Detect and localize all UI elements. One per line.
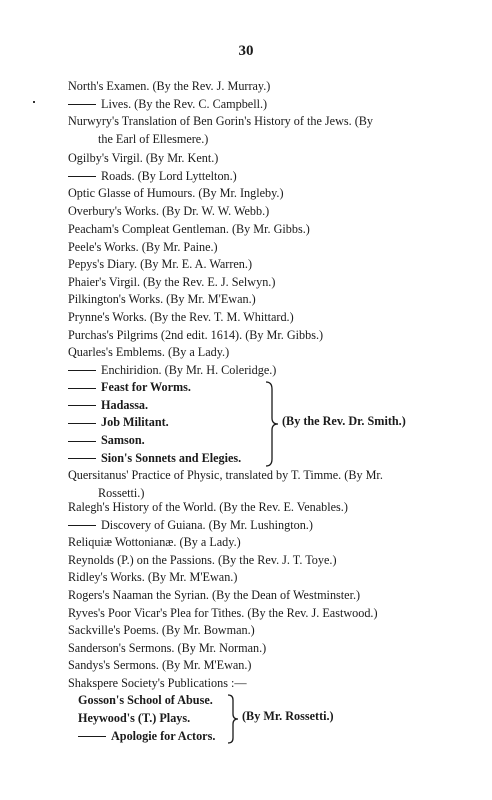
index-entry: Peele's Works. (By Mr. Paine.) bbox=[68, 239, 218, 254]
index-entry: Prynne's Works. (By the Rev. T. M. Whittard.) bbox=[68, 309, 294, 324]
ditto-dash bbox=[68, 388, 96, 389]
index-entry: Quarles's Emblems. (By a Lady.) bbox=[68, 345, 230, 359]
curly-brace-icon bbox=[264, 381, 280, 467]
index-entry: Samson. bbox=[68, 432, 440, 450]
index-entry-continuation: Rossetti.) bbox=[98, 485, 145, 500]
braced-attribution: (By the Rev. Dr. Smith.) bbox=[282, 414, 406, 429]
index-entry: Reynolds (P.) on the Passions. (By the Rev. J. T. Toye.) bbox=[68, 552, 337, 567]
ditto-dash bbox=[68, 176, 96, 177]
index-entry: Roads. (By Lord Lyttelton.) bbox=[68, 168, 440, 186]
index-group-r bbox=[68, 499, 440, 622]
index-entry: Ogilby's Virgil. (By Mr. Kent.) bbox=[68, 151, 219, 165]
index-entry: Enchiridion. (By Mr. H. Coleridge.) bbox=[68, 362, 440, 380]
index-entry-continuation: the Earl of Ellesmere.) bbox=[98, 131, 209, 146]
index-entry: Ryves's Poor Vicar's Plea for Tithes. (By the Rev. J. Eastwood.) bbox=[68, 605, 378, 620]
index-entry: Sandys's Sermons. (By Mr. M'Ewan.) bbox=[68, 658, 252, 673]
stray-mark bbox=[33, 101, 35, 103]
ditto-dash bbox=[68, 441, 96, 442]
ditto-dash bbox=[68, 525, 96, 526]
index-entry: Ralegh's History of the World. (By the Rev. E. Venables.) bbox=[68, 500, 348, 514]
index-group-s bbox=[68, 622, 440, 745]
index-entry: Purchas's Pilgrims (2nd edit. 1614). (By Mr. Gibbs.) bbox=[68, 327, 324, 342]
index-entry: Sion's Sonnets and Elegies. bbox=[68, 450, 440, 468]
index-entry: Sackville's Poems. (By Mr. Bowman.) bbox=[68, 623, 255, 637]
index-entry: North's Examen. (By the Rev. J. Murray.) bbox=[68, 79, 271, 93]
ditto-dash bbox=[68, 458, 96, 459]
index-group-p bbox=[68, 221, 440, 344]
index-entry: Sanderson's Sermons. (By Mr. Norman.) bbox=[68, 640, 267, 655]
curly-brace-icon bbox=[226, 694, 240, 744]
index-entry: Apologie for Actors. bbox=[68, 728, 440, 746]
index-entry: Heywood's (T.) Plays. bbox=[78, 710, 191, 725]
index-entry: Optic Glasse of Humours. (By Mr. Ingleby.) bbox=[68, 186, 284, 201]
page-number: 30 bbox=[238, 43, 254, 59]
index-entry: Gosson's School of Abuse. bbox=[78, 693, 213, 708]
index-group-q bbox=[68, 344, 440, 502]
index-entry: Lives. (By the Rev. C. Campbell.) bbox=[68, 96, 440, 114]
index-entry: Peacham's Compleat Gentleman. (By Mr. Gibbs.) bbox=[68, 222, 310, 236]
index-entry: Ridley's Works. (By Mr. M'Ewan.) bbox=[68, 570, 238, 585]
ditto-dash bbox=[78, 736, 106, 737]
ditto-dash bbox=[68, 423, 96, 424]
index-group-n bbox=[68, 78, 440, 148]
index-entry: Reliquiæ Wottonianæ. (By a Lady.) bbox=[68, 535, 241, 550]
index-entry: Hadassa. bbox=[68, 397, 440, 415]
ditto-dash bbox=[68, 405, 96, 406]
index-entry: Quersitanus' Practice of Physic, translated by T. Timme. (By Mr. bbox=[68, 468, 383, 483]
index-entry: Pepys's Diary. (By Mr. E. A. Warren.) bbox=[68, 257, 252, 272]
ditto-dash bbox=[68, 104, 96, 105]
index-entry: Shakspere Society's Publications :— bbox=[68, 675, 247, 690]
index-entry: Job Militant. bbox=[68, 414, 440, 432]
ditto-dash bbox=[68, 370, 96, 371]
braced-attribution: (By Mr. Rossetti.) bbox=[242, 709, 334, 724]
index-group-o bbox=[68, 150, 440, 220]
index-entry: Nurwyry's Translation of Ben Gorin's History of the Jews. (By bbox=[68, 114, 374, 129]
braced-entries bbox=[68, 692, 440, 745]
index-entry: Feast for Worms. bbox=[68, 379, 440, 397]
braced-entries bbox=[68, 379, 440, 467]
index-entry: Rogers's Naaman the Syrian. (By the Dean of Westminster.) bbox=[68, 587, 361, 602]
index-entry: Phaier's Virgil. (By the Rev. E. J. Selwyn.) bbox=[68, 274, 276, 289]
index-entry: Discovery of Guiana. (By Mr. Lushington.) bbox=[68, 517, 440, 535]
index-entry: Overbury's Works. (By Dr. W. W. Webb.) bbox=[68, 203, 270, 218]
index-entry: Pilkington's Works. (By Mr. M'Ewan.) bbox=[68, 292, 256, 307]
